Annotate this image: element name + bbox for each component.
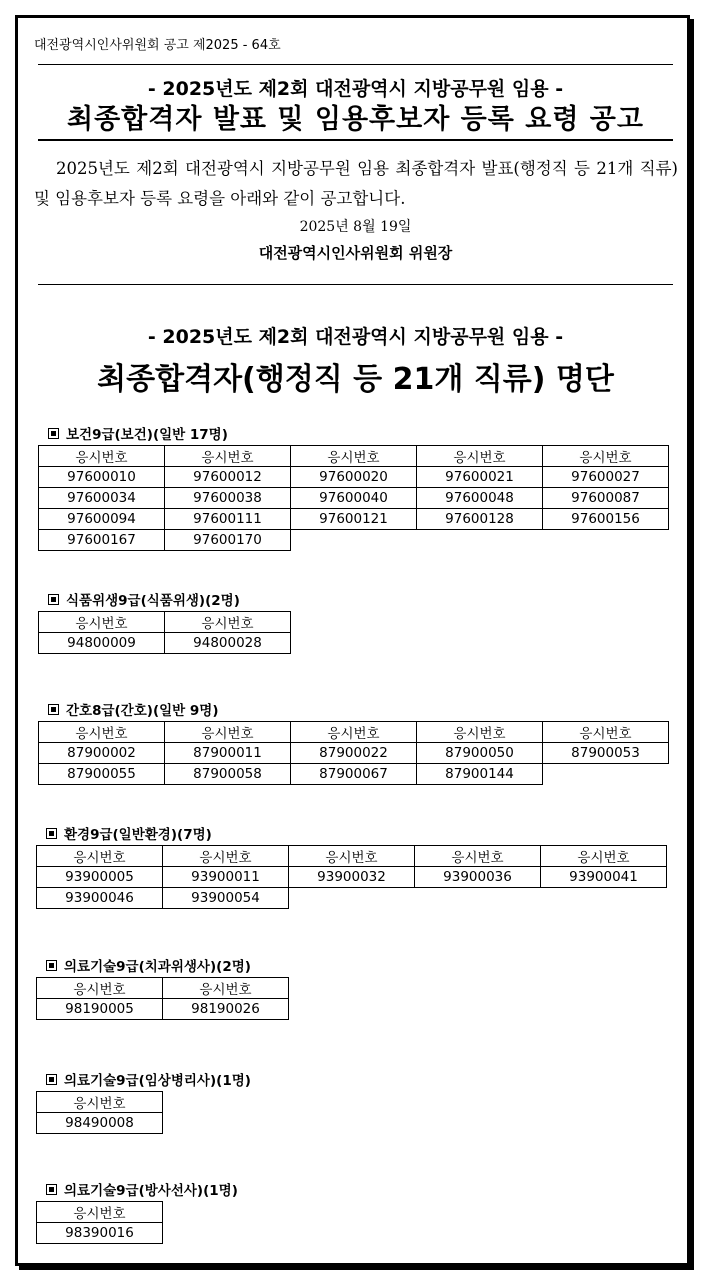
candidate-number: 97600020 [291,467,417,488]
candidate-number: 97600170 [165,530,291,551]
candidate-number: 98190005 [37,999,163,1020]
section [38,702,669,785]
table-row [39,633,291,654]
column-header: 응시번호 [39,722,165,743]
candidate-number: 97600038 [165,488,291,509]
candidate-number: 98190026 [163,999,289,1020]
table-row [37,1113,163,1134]
candidate-number: 87900002 [39,743,165,764]
candidate-number: 87900050 [417,743,543,764]
empty-cell [417,530,543,551]
candidate-number: 87900055 [39,764,165,785]
table-row [37,1223,163,1244]
square-bullet-icon [46,828,57,839]
candidate-number: 87900022 [291,743,417,764]
candidate-number: 97600034 [39,488,165,509]
column-header: 응시번호 [39,612,165,633]
candidate-number: 93900032 [289,867,415,888]
candidate-number: 93900046 [37,888,163,909]
candidate-number: 97600087 [543,488,669,509]
table-row [37,999,289,1020]
candidate-number: 97600048 [417,488,543,509]
column-header: 응시번호 [415,846,541,867]
empty-cell [543,764,669,785]
candidate-number: 94800028 [165,633,291,654]
candidate-table [36,977,289,1020]
table-row [39,467,669,488]
candidate-number: 93900054 [163,888,289,909]
table-header-row [39,722,669,743]
candidate-number: 98390016 [37,1223,163,1244]
square-bullet-icon [46,1184,57,1195]
table-header-row [37,1202,163,1223]
empty-cell [415,888,541,909]
table-header-row [39,612,291,633]
candidate-number: 87900144 [417,764,543,785]
column-header: 응시번호 [543,446,669,467]
table-row [37,867,667,888]
square-bullet-icon [48,704,59,715]
candidate-number: 93900011 [163,867,289,888]
section-title [36,826,667,844]
header-subtitle: - 2025년도 제2회 대전광역시 지방공무원 임용 - [147,78,564,100]
column-header: 응시번호 [417,722,543,743]
square-bullet-icon [46,1074,57,1085]
list-title: 최종합격자(행정직 등 21개 직류) 명단 [97,362,614,397]
section-title-label: 간호8급(간호)(일반 9명) [66,703,219,719]
column-header: 응시번호 [165,446,291,467]
section-title-label: 의료기술9급(치과위생사)(2명) [64,959,251,975]
column-header: 응시번호 [37,978,163,999]
table-header-row [39,446,669,467]
section [38,592,291,654]
candidate-number: 93900036 [415,867,541,888]
table-row [39,743,669,764]
divider [38,284,673,285]
candidate-number: 87900067 [291,764,417,785]
candidate-number: 97600128 [417,509,543,530]
candidate-number: 97600167 [39,530,165,551]
section-title [36,958,289,976]
column-header: 응시번호 [37,1092,163,1113]
column-header: 응시번호 [37,1202,163,1223]
column-header: 응시번호 [39,446,165,467]
empty-cell [291,530,417,551]
column-header: 응시번호 [165,722,291,743]
square-bullet-icon [48,594,59,605]
candidate-table [36,1091,163,1134]
column-header: 응시번호 [541,846,667,867]
table-row [39,488,669,509]
square-bullet-icon [48,428,59,439]
table-header-row [37,1092,163,1113]
candidate-table [36,845,667,909]
section-title-label: 보건9급(보건)(일반 17명) [66,427,228,443]
candidate-number: 97600094 [39,509,165,530]
candidate-table [38,445,669,551]
column-header: 응시번호 [163,846,289,867]
table-row [37,888,667,909]
notice-number: 대전광역시인사위원회 공고 제2025 - 64호 [34,38,281,53]
candidate-number: 97600010 [39,467,165,488]
candidate-number: 94800009 [39,633,165,654]
empty-cell [541,888,667,909]
divider [38,64,673,65]
candidate-table [38,721,669,785]
section-title [38,702,669,720]
candidate-number: 93900005 [37,867,163,888]
table-row [39,509,669,530]
candidate-number: 97600111 [165,509,291,530]
notice-date: 2025년 8월 19일 [299,219,412,235]
candidate-number: 87900011 [165,743,291,764]
section-title-label: 의료기술9급(방사선사)(1명) [64,1183,238,1199]
square-bullet-icon [46,960,57,971]
column-header: 응시번호 [163,978,289,999]
candidate-number: 97600027 [543,467,669,488]
table-header-row [37,978,289,999]
candidate-table [38,611,291,654]
candidate-number: 98490008 [37,1113,163,1134]
chairman: 대전광역시인사위원회 위원장 [258,244,453,262]
divider [38,139,673,141]
table-header-row [37,846,667,867]
list-subtitle: - 2025년도 제2회 대전광역시 지방공무원 임용 - [147,326,564,348]
candidate-number: 97600040 [291,488,417,509]
candidate-number: 97600012 [165,467,291,488]
section [38,426,669,551]
candidate-table [36,1201,163,1244]
body-text: 2025년도 제2회 대전광역시 지방공무원 임용 최종합격자 발표(행정직 등 21개 직류) 및 임용후보자 등록 요령을 아래와 같이 공고합니다. [34,159,678,208]
section [36,1182,238,1244]
column-header: 응시번호 [291,446,417,467]
candidate-number: 87900053 [543,743,669,764]
section [36,1072,251,1134]
table-row [39,530,669,551]
section-title-label: 환경9급(일반환경)(7명) [64,827,212,843]
candidate-number: 97600121 [291,509,417,530]
empty-cell [543,530,669,551]
section-title [36,1182,238,1200]
candidate-number: 93900041 [541,867,667,888]
section [36,958,289,1020]
column-header: 응시번호 [289,846,415,867]
section-title [38,426,669,444]
column-header: 응시번호 [291,722,417,743]
table-row [39,764,669,785]
candidate-number: 97600156 [543,509,669,530]
column-header: 응시번호 [165,612,291,633]
column-header: 응시번호 [417,446,543,467]
empty-cell [289,888,415,909]
section-title [36,1072,251,1090]
column-header: 응시번호 [37,846,163,867]
candidate-number: 97600021 [417,467,543,488]
section-title-label: 의료기술9급(임상병리사)(1명) [64,1073,251,1089]
section-title [38,592,291,610]
column-header: 응시번호 [543,722,669,743]
header-title: 최종합격자 발표 및 임용후보자 등록 요령 공고 [67,104,644,135]
candidate-number: 87900058 [165,764,291,785]
section-title-label: 식품위생9급(식품위생)(2명) [66,593,240,609]
section [36,826,667,909]
